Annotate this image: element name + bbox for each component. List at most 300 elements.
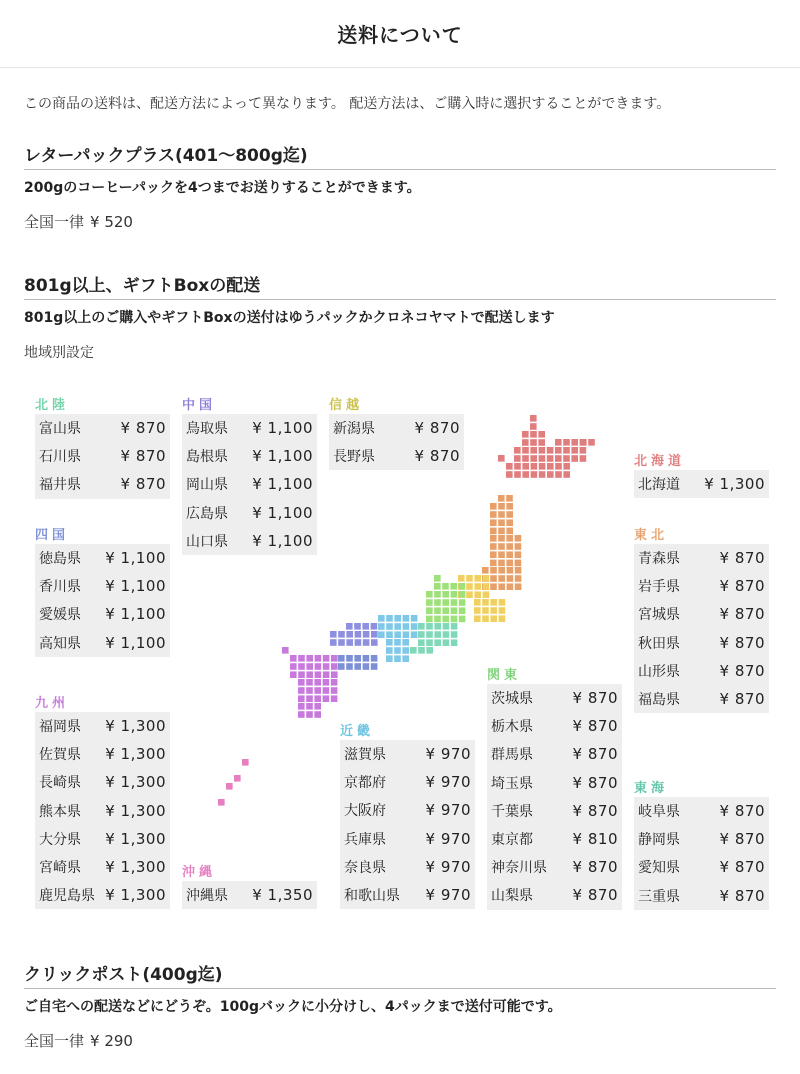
map-cell-tohoku [490,567,497,574]
table-row [186,470,313,498]
table-row [186,442,313,470]
shipping-price: ¥ 870 [572,717,618,736]
map-cell-chugoku [338,639,345,646]
map-cell-kyushu [314,679,321,686]
map-cell-tokai [434,639,441,646]
map-cell-chubu [451,607,458,614]
price-label: 全国一律 [24,213,85,231]
prefecture-name: 富山県 [39,421,81,438]
map-cell-hokkaido [530,431,537,438]
map-cell-chubu [434,607,441,614]
map-cell-chugoku [346,639,353,646]
map-cell-tohoku [506,495,513,502]
map-cell-tohoku [515,567,522,574]
prefecture-name: 京都府 [344,775,386,792]
map-cell-hokkaido [539,455,546,462]
map-cell-kinki [411,631,418,638]
map-cell-kyushu [298,655,305,662]
map-cell-chugoku [371,639,378,646]
map-cell-hokkaido [547,463,554,470]
shipping-price: ¥ 870 [572,886,618,905]
map-cell-hokkaido [539,471,546,478]
map-cell-kyushu [298,671,305,678]
map-cell-kyushu [314,687,321,694]
prefecture-name: 福岡県 [39,719,81,736]
prefecture-name: 宮城県 [638,607,680,624]
map-cell-kanto [482,607,489,614]
map-cell-kanto [499,599,506,606]
section-title-clickpost: クリックポスト(400g迄) [24,960,776,989]
map-cell-chugoku [371,623,378,630]
map-cell-kyushu [323,679,330,686]
shipping-price: ¥ 1,100 [252,475,313,494]
map-cell-chubu [451,591,458,598]
map-cell-shikoku [371,655,378,662]
map-cell-kyushu [298,679,305,686]
prefecture-name: 青森県 [638,551,680,568]
table-row [638,685,765,713]
map-cell-tokai [410,647,417,654]
table-row [39,442,166,470]
map-cell-hokkaido [555,439,562,446]
map-cell-kinki [386,615,393,622]
map-cell-hokkaido [563,439,570,446]
map-cell-hokkaido [530,447,537,454]
shipping-price: ¥ 1,300 [105,773,166,792]
map-cell-okinawa [234,775,241,782]
table-row [491,881,618,909]
table-row [638,825,765,853]
map-cell-chubu [426,599,433,606]
shipping-price: ¥ 1,300 [704,475,765,494]
table-row [39,740,166,768]
section-desc-clickpost: ご自宅への配送などにどうぞ。100gバックに小分けし、4パックまで送付可能です。 [24,999,562,1015]
map-cell-kinki [403,623,410,630]
region-label-hokuriku: 北陸 [35,398,70,413]
map-cell-kanto [483,591,490,598]
shipping-price: ¥ 970 [425,801,471,820]
region-label-tohoku: 東北 [634,528,669,543]
map-cell-kyushu [323,695,330,702]
region-label-shikoku: 四国 [35,528,70,543]
map-cell-hokkaido [514,455,521,462]
map-cell-kyushu [315,671,322,678]
region-label-kyushu: 九州 [35,696,70,711]
map-cell-kinki [386,639,393,646]
map-cell-chubu [450,583,457,590]
table-row [344,796,471,824]
map-cell-chubu [442,607,449,614]
region-label-kinki: 近畿 [340,724,375,739]
map-cell-tokai [451,623,458,630]
table-row [491,769,618,797]
map-cell-tohoku [490,535,497,542]
map-cell-tokai [451,631,458,638]
map-cell-kanto [474,615,481,622]
map-cell-chugoku [362,623,369,630]
shipping-price: ¥ 1,300 [105,858,166,877]
table-row [39,414,166,442]
map-cell-kanto [499,607,506,614]
map-cell-tohoku [506,511,513,518]
map-cell-kyushu [282,647,289,654]
table-row [39,600,166,628]
map-cell-tohoku [515,575,522,582]
section-price-clickpost [24,1030,133,1051]
table-row [638,629,765,657]
prefecture-name: 鹿児島県 [39,888,95,905]
map-cell-okinawa [226,783,233,790]
section-title-letterpack: レターパックプラス(401〜800g迄) [24,141,776,170]
table-row [333,442,460,470]
map-cell-hokkaido [555,447,562,454]
map-cell-tohoku [515,535,522,542]
prefecture-name: 香川県 [39,579,81,596]
map-cell-shikoku [346,663,353,670]
shipping-price: ¥ 1,100 [252,531,313,550]
section-price-gift: 地域別設定 [24,345,94,361]
map-cell-kyushu [290,663,297,670]
map-cell-kyushu [315,663,322,670]
map-cell-kyushu [306,687,313,694]
prefecture-name: 熊本県 [39,803,81,820]
map-cell-hokkaido [506,463,513,470]
prefecture-name: 島根県 [186,449,228,466]
shipping-price: ¥ 810 [572,830,618,849]
map-cell-hokkaido [571,455,578,462]
map-cell-tokai [426,631,433,638]
prefecture-name: 徳島県 [39,551,81,568]
map-cell-tohoku [490,503,497,510]
map-cell-hokkaido [547,447,554,454]
region-table-okinawa [182,881,317,909]
map-cell-kinki [378,615,385,622]
shipping-price: ¥ 870 [719,605,765,624]
shipping-price: ¥ 870 [120,447,166,466]
prefecture-name: 新潟県 [333,421,375,438]
region-label-chugoku: 中国 [182,398,217,413]
map-cell-tohoku [506,543,513,550]
shipping-price: ¥ 1,350 [252,886,313,905]
prefecture-name: 岐阜県 [638,804,680,821]
prefecture-name: 山梨県 [491,888,533,905]
table-row [39,768,166,796]
map-cell-tokai [418,647,425,654]
table-row [491,853,618,881]
shipping-price: ¥ 870 [719,830,765,849]
map-cell-hokkaido [531,471,538,478]
map-cell-kyushu [331,671,338,678]
shipping-price: ¥ 1,100 [105,549,166,568]
map-cell-hokkaido [522,463,529,470]
map-cell-hokkaido [522,455,529,462]
map-cell-chugoku [371,631,378,638]
table-row [39,825,166,853]
map-cell-kinki [386,655,393,662]
map-cell-kanto [483,583,490,590]
prefecture-name: 沖縄県 [186,888,228,905]
map-cell-hokkaido [580,455,587,462]
map-cell-hokkaido [522,471,529,478]
map-cell-kanto [482,615,489,622]
map-cell-kinki [402,639,409,646]
shipping-price: ¥ 870 [572,745,618,764]
map-cell-hokkaido [522,431,529,438]
map-cell-tohoku [490,511,497,518]
region-table-tokai [634,797,769,910]
shipping-price: ¥ 1,100 [105,605,166,624]
shipping-price: ¥ 870 [414,419,460,438]
map-cell-tohoku [506,519,513,526]
shipping-price: ¥ 870 [719,661,765,680]
shipping-price: ¥ 870 [572,858,618,877]
map-cell-shikoku [346,655,353,662]
map-cell-hokkaido [530,415,537,422]
shipping-price: ¥ 1,100 [252,503,313,522]
prefecture-name: 福島県 [638,692,680,709]
prefecture-name: 北海道 [638,477,680,494]
map-cell-chubu [459,616,466,623]
map-cell-shikoku [354,663,361,670]
shipping-price: ¥ 970 [425,857,471,876]
region-table-hokuriku [35,414,170,499]
prefecture-name: 岡山県 [186,477,228,494]
prefecture-name: 長崎県 [39,775,81,792]
map-cell-kinki [402,655,409,662]
prefecture-name: 高知県 [39,635,81,652]
prefecture-name: 広島県 [186,505,228,522]
map-cell-tokai [418,623,425,630]
map-cell-tohoku [498,575,505,582]
price-value: ¥ 520 [90,213,133,231]
map-cell-hokkaido [538,431,545,438]
map-cell-kinki [411,615,418,622]
map-cell-chubu [442,583,449,590]
map-cell-tohoku [490,583,497,590]
prefecture-name: 岩手県 [638,579,680,596]
table-row [491,740,618,768]
map-cell-tohoku [498,567,505,574]
map-cell-kyushu [331,655,338,662]
table-row [39,881,166,909]
map-cell-kinki [378,623,385,630]
map-cell-tohoku [498,560,505,567]
map-cell-kanto [474,599,481,606]
shipping-price: ¥ 970 [425,773,471,792]
map-cell-tohoku [490,560,497,567]
prefecture-name: 東京都 [491,832,533,849]
map-cell-kyushu [323,687,330,694]
map-cell-shikoku [363,655,370,662]
table-row [638,572,765,600]
map-cell-hokkaido [514,447,521,454]
shipping-price: ¥ 970 [425,745,471,764]
table-row [344,853,471,881]
map-cell-kanto [482,599,489,606]
map-cell-shikoku [371,663,378,670]
table-row [186,881,313,909]
map-cell-hokkaido [531,463,538,470]
table-row [39,853,166,881]
shipping-price: ¥ 1,300 [105,717,166,736]
shipping-price: ¥ 870 [572,773,618,792]
map-cell-kinki [386,631,393,638]
table-row [186,499,313,527]
map-cell-chubu [459,583,466,590]
table-row [638,544,765,572]
map-cell-tohoku [490,519,497,526]
prefecture-name: 茨城県 [491,691,533,708]
map-cell-kyushu [323,655,330,662]
map-cell-tohoku [498,583,505,590]
map-cell-tohoku [490,543,497,550]
shipping-price: ¥ 1,100 [252,419,313,438]
shipping-price: ¥ 870 [572,801,618,820]
table-row [186,527,313,555]
shipping-price: ¥ 870 [120,475,166,494]
map-cell-chubu [451,599,458,606]
table-row [39,470,166,498]
prefecture-name: 滋賀県 [344,747,386,764]
map-cell-tohoku [490,528,497,535]
table-row [344,825,471,853]
region-label-hokkaido: 北海道 [634,454,686,469]
map-cell-kyushu [306,663,313,670]
map-cell-kyushu [298,711,305,718]
map-cell-tokai [443,639,450,646]
table-row [491,797,618,825]
prefecture-name: 栃木県 [491,719,533,736]
prefecture-name: 愛知県 [638,860,680,877]
map-cell-tohoku [498,503,505,510]
map-cell-tohoku [506,551,513,558]
map-cell-chubu [451,616,458,623]
map-cell-kanto [466,575,473,582]
map-cell-chubu [426,607,433,614]
shipping-price: ¥ 1,300 [105,745,166,764]
map-cell-chugoku [355,631,362,638]
map-cell-shikoku [354,655,361,662]
map-cell-tokai [426,623,433,630]
region-label-shinetsu: 信越 [329,398,364,413]
map-cell-kanto [483,575,490,582]
map-cell-chugoku [355,639,362,646]
section-title-gift: 801g以上、ギフトBoxの配送 [24,271,776,300]
map-cell-chugoku [363,631,370,638]
map-cell-tohoku [498,543,505,550]
region-table-hokkaido [634,470,769,498]
map-cell-hokkaido [555,463,562,470]
map-cell-hokkaido [555,455,562,462]
region-label-kanto: 関東 [487,668,522,683]
map-cell-hokkaido [539,463,546,470]
page-title: 送料について [337,23,463,47]
prefecture-name: 千葉県 [491,803,533,820]
table-row [491,825,618,853]
map-cell-kyushu [331,679,338,686]
map-cell-kanto [490,607,497,614]
map-cell-kanto [458,575,465,582]
map-cell-kyushu [306,655,313,662]
map-cell-chubu [459,599,466,606]
map-cell-kanto [490,615,497,622]
map-cell-tokai [443,631,450,638]
shipping-price: ¥ 870 [719,802,765,821]
map-cell-tohoku [498,551,505,558]
map-cell-chubu [459,591,466,598]
map-cell-chubu [426,591,433,598]
map-cell-tohoku [490,575,497,582]
map-cell-hokkaido [563,463,570,470]
region-table-tohoku [634,544,769,713]
map-cell-chugoku [346,631,353,638]
shipping-price: ¥ 1,100 [252,447,313,466]
price-label: 全国一律 [24,1032,85,1050]
map-cell-hokkaido [530,439,537,446]
map-cell-kanto [474,607,481,614]
map-cell-kinki [411,623,418,630]
map-cell-tohoku [498,511,505,518]
shipping-price: ¥ 870 [120,419,166,438]
map-cell-chugoku [330,631,337,638]
map-cell-hokkaido [539,447,546,454]
map-cell-tohoku [507,567,514,574]
map-cell-kanto [490,599,497,606]
map-cell-chugoku [338,631,345,638]
shipping-price: ¥ 870 [719,886,765,905]
map-cell-kinki [378,631,385,638]
shipping-price: ¥ 970 [425,829,471,848]
map-cell-hokkaido [563,447,570,454]
map-cell-kyushu [323,671,330,678]
map-cell-kinki [394,615,401,622]
map-cell-hokkaido [538,439,545,446]
map-cell-tohoku [506,560,513,567]
prefecture-name: 兵庫県 [344,831,386,848]
map-cell-kyushu [298,687,305,694]
map-cell-kyushu [306,703,313,710]
table-row [186,414,313,442]
map-cell-chubu [434,616,441,623]
map-cell-chubu [434,583,441,590]
map-cell-kinki [403,631,410,638]
map-cell-tohoku [506,535,513,542]
map-cell-kanto [474,575,481,582]
map-cell-hokkaido [571,447,578,454]
shipping-price: ¥ 1,300 [105,801,166,820]
map-cell-tohoku [515,543,522,550]
region-label-tokai: 東海 [634,781,669,796]
map-cell-hokkaido [588,439,595,446]
map-cell-chugoku [330,639,337,646]
map-cell-kyushu [314,695,321,702]
prefecture-name: 石川県 [39,449,81,466]
map-cell-hokkaido [514,471,521,478]
map-cell-tohoku [498,519,505,526]
section-desc-gift: 801g以上のご購入やギフトBoxの送付はゆうパックかクロネコヤマトで配送します [24,310,555,326]
map-cell-kinki [394,639,401,646]
map-cell-hokkaido [522,439,529,446]
map-cell-tohoku [515,583,522,590]
map-cell-tokai [426,639,433,646]
shipping-price: ¥ 870 [414,447,460,466]
map-cell-tohoku [506,503,513,510]
map-cell-kanto [499,615,506,622]
map-cell-hokkaido [547,471,554,478]
table-row [39,629,166,657]
shipping-price: ¥ 870 [572,689,618,708]
region-table-shinetsu [329,414,464,470]
